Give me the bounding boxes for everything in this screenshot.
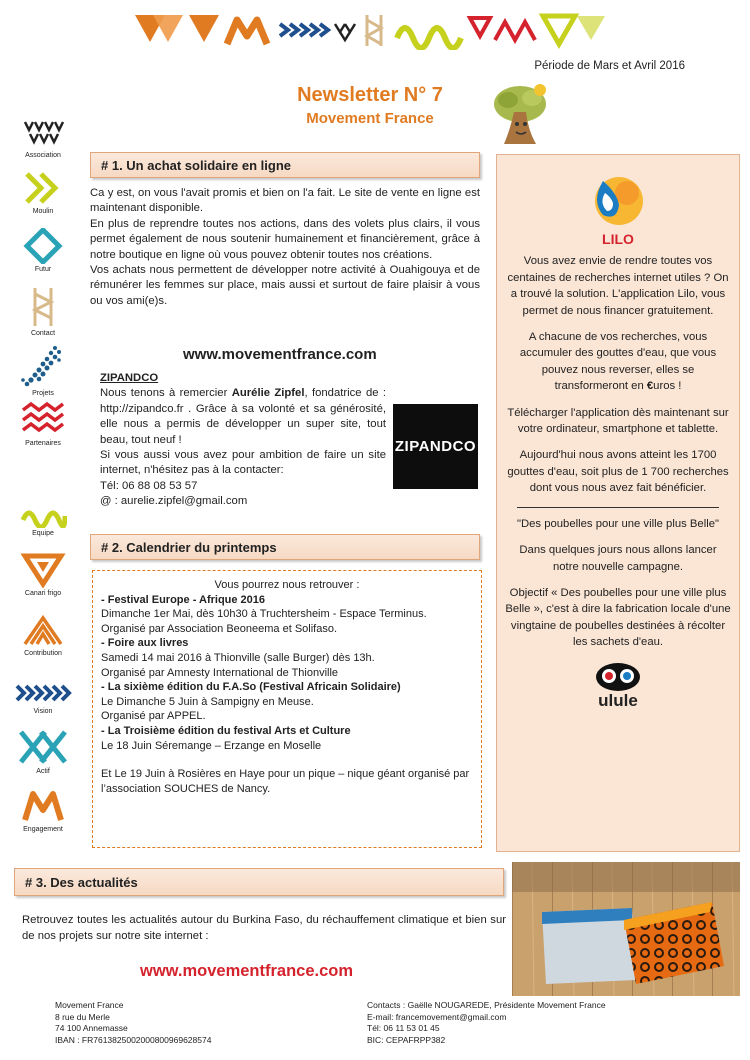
tree-illustration <box>490 82 550 148</box>
calendar-intro: Vous pourrez nous retrouver : <box>214 579 360 591</box>
footer-line: Contacts : Gaëlle NOUGAREDE, Présidente Movement France <box>367 1000 606 1010</box>
event-title: - Foire aux livres <box>101 637 189 650</box>
divider <box>517 507 719 508</box>
sidebar-label: Contact <box>30 330 56 337</box>
euro-symbol: € <box>646 380 654 393</box>
engagement-icon <box>19 788 67 824</box>
section-2-header: # 2. Calendrier du printemps <box>90 534 480 560</box>
section-1-paragraph: Vos achats nous permettent de développer notre activité à Ouahigouya et de rémunérer les femmes sur place, mais aussi et surtout de faire plaisir à vous ou vos ami(e)s. <box>90 264 480 307</box>
event-item <box>101 724 473 753</box>
zipandco-logo: ZIPANDCO <box>393 404 478 489</box>
event-line: Organisé par APPEL. <box>101 710 206 723</box>
lilo-paragraph: Dans quelques jours nous allons lancer notre nouvelle campagne. <box>519 544 717 573</box>
footer-left <box>55 1000 211 1046</box>
event-line: Le Dimanche 5 Juin à Sampigny en Meuse. <box>101 695 314 708</box>
zipandco-founder-name: Aurélie Zipfel <box>231 387 305 400</box>
sidebar-label: Canari frigo <box>24 590 62 597</box>
sidebar-item-actif <box>8 728 78 775</box>
event-line: Organisé par Association Beoneema et Solifaso. <box>101 622 338 635</box>
sidebar-label: Contribution <box>24 650 62 657</box>
sidebar-label: Partenaires <box>25 440 61 447</box>
footer-line: 8 rue du Merle <box>55 1011 110 1022</box>
zipandco-thanks <box>100 386 386 448</box>
footer-right <box>367 1000 606 1046</box>
event-item <box>101 680 473 724</box>
lilo-title: LILO <box>602 231 634 247</box>
ulule-owl-icon <box>593 661 643 691</box>
lilo-paragraph: Objectif « Des poubelles pour une ville plus Belle », c'est à dire la fabrication locale d'une vingtaine de poubelles destinées à récolter les sachets d'eau. <box>505 586 731 649</box>
sidebar-label: Projets <box>32 390 54 397</box>
zipandco-thanks-post: , fondatrice de : http://zipandco.fr . Grâce à sa volonté et sa générosité, elle nous a permis de développer un super site, tout beau, tout neuf ! <box>100 387 386 446</box>
event-item <box>101 636 473 680</box>
sidebar-label: Engagement <box>23 826 63 833</box>
zipandco-title: ZIPANDCO <box>100 372 159 384</box>
calendar-closing: Et Le 19 Juin à Rosières en Haye pour un pique – nique géant organisé par l’association SOUCHES de Nancy. <box>101 768 470 795</box>
period-text: Période de Mars et Avril 2016 <box>534 60 685 72</box>
calendar-box <box>92 570 482 848</box>
footer-line: 74 100 Annemasse <box>55 1023 128 1033</box>
pouches-photo <box>512 862 740 996</box>
zipandco-thanks-pre: Nous tenons à remercier <box>100 387 232 400</box>
event-title: - La sixième édition du F.A.So (Festival Africain Solidaire) <box>101 681 401 694</box>
lilo-text: A chacune de vos recherches, vous accumuler des gouttes d'eau, que vous pouvez nous reverser, elles se transformeront en <box>519 331 717 393</box>
contribution-icon <box>19 612 67 648</box>
sidebar-item-canari-frigo <box>8 552 78 597</box>
zipandco-block <box>100 371 386 510</box>
event-title: - La Troisième édition du festival Arts et Culture <box>101 724 351 737</box>
zipandco-email[interactable]: @ : aurelie.zipfel@gmail.com <box>100 495 248 508</box>
sidebar-label: Futur <box>34 266 52 273</box>
sidebar-item-contact <box>8 286 78 337</box>
section-1-paragraph: Ca y est, on vous l'avait promis et bien on l'a fait. Le site de vente en ligne est maintenant disponible. <box>90 187 480 215</box>
lilo-text: uros ! <box>653 380 682 393</box>
lilo-logo-icon <box>583 171 653 229</box>
sidebar-label: Association <box>25 152 61 159</box>
sidebar-item-moulin <box>8 170 78 215</box>
sidebar-item-vision <box>8 680 78 715</box>
event-line: Samedi 14 mai 2016 à Thionville (salle Burger) dès 13h. <box>101 651 375 664</box>
sidebar-item-equipe <box>8 502 78 537</box>
section-1-paragraph: En plus de reprendre toutes nos actions, dans des volets plus clairs, il vous permet également de nous soutenir humainement et financièrement, grâce à notre boutique en ligne où vous pouvez obtenir toutes nos créations. <box>90 217 480 261</box>
sidebar-label: Actif <box>36 768 50 775</box>
sidebar-item-projets <box>8 344 78 397</box>
canari-frigo-icon <box>19 552 67 588</box>
projets-icon <box>15 344 71 388</box>
footer-line: Tél: 06 11 53 01 45 <box>367 1023 440 1033</box>
sidebar-label: Moulin <box>32 208 54 215</box>
section-1-header: # 1. Un achat solidaire en ligne <box>90 152 480 178</box>
zipandco-phone: Tél: 06 88 08 53 57 <box>100 479 198 492</box>
lilo-paragraph <box>505 329 731 395</box>
section-1-body <box>90 186 480 309</box>
event-title: - Festival Europe - Afrique 2016 <box>101 593 266 606</box>
lilo-panel <box>496 154 740 852</box>
association-icon <box>19 118 67 150</box>
newsletter-subtitle: Movement France <box>306 110 434 127</box>
event-line: Organisé par Amnesty International de Thionville <box>101 666 339 679</box>
contact-icon <box>19 286 67 328</box>
event-line: Le 18 Juin Séremange – Erzange en Moselle <box>101 739 322 752</box>
sidebar-item-futur <box>8 228 78 273</box>
header-decorative-band <box>135 10 605 50</box>
footer-line[interactable]: E-mail: francemovement@gmail.com <box>367 1011 507 1022</box>
footer-line: IBAN : FR7613825002000800969628574 <box>55 1034 212 1045</box>
zipandco-invite: Si vous aussi vous avez pour ambition de faire un site internet, n'hésitez pas à la contacter: <box>100 449 386 477</box>
campaign-quote: "Des poubelles pour une ville plus Belle" <box>516 517 720 530</box>
lilo-paragraph: Aujourd'hui nous avons atteint les 1700 gouttes d'eau, soit plus de 1 700 recherches dont vous nous avez fait bénéficier. <box>507 449 729 495</box>
equipe-icon <box>19 502 67 528</box>
sidebar-label: Vision <box>33 708 53 715</box>
actif-icon <box>17 728 69 766</box>
newsletter-title: Newsletter N° 7 <box>297 84 443 106</box>
futur-icon <box>19 228 67 264</box>
lilo-paragraph: Vous avez envie de rendre toutes vos centaines de recherches internet utiles ? On a trouvé la solution. L'application Lilo, vous permet de nous financer gratuitement. <box>507 255 729 317</box>
website-link-2[interactable]: www.movementfrance.com <box>140 962 354 980</box>
ulule-logo-text: ulule <box>598 690 638 710</box>
vision-icon <box>13 680 73 706</box>
event-item <box>101 593 473 637</box>
sidebar-item-contribution <box>8 612 78 657</box>
sidebar-item-association <box>8 118 78 159</box>
footer-line: Movement France <box>55 1000 124 1010</box>
sidebar-item-partenaires <box>8 400 78 447</box>
lilo-paragraph: Télécharger l'application dès maintenant sur votre ordinateur, smartphone et tablette. <box>507 406 729 436</box>
section-3-text: Retrouvez toutes les actualités autour du Burkina Faso, du réchauffement climatique et bien sur de nos projets sur notre site internet : <box>22 914 506 942</box>
moulin-icon <box>19 170 67 206</box>
event-line: Dimanche 1er Mai, dès 10h30 à Truchtersheim - Espace Terminus. <box>101 608 427 621</box>
footer-line: BIC: CEPAFRPP382 <box>367 1034 446 1045</box>
sidebar-item-engagement <box>8 788 78 833</box>
website-link-1[interactable]: www.movementfrance.com <box>183 346 377 363</box>
section-3-header: # 3. Des actualités <box>14 868 504 896</box>
partenaires-icon <box>19 400 67 438</box>
sidebar-label: Equipe <box>32 530 54 537</box>
